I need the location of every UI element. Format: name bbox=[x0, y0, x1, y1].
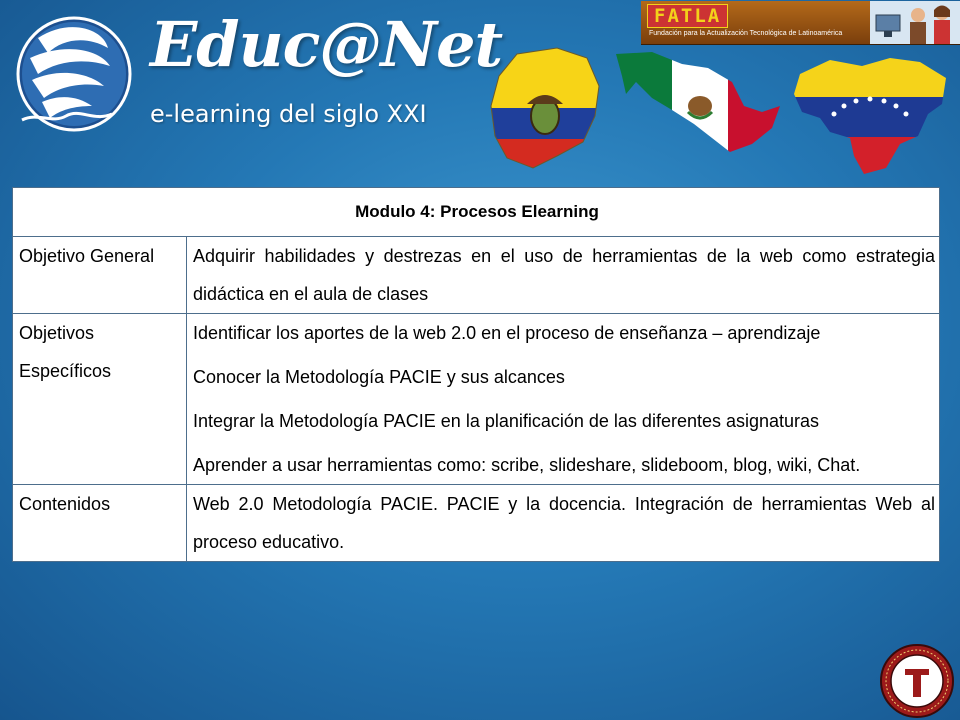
specific-objective-item: Identificar los aportes de la web 2.0 en el proceso de enseñanza – aprendizaje bbox=[193, 323, 821, 343]
row-label-contents: Contenidos bbox=[13, 485, 187, 562]
row-content-general bbox=[187, 237, 940, 314]
specific-objective-item: Integrar la Metodología PACIE en la planificación de las diferentes asignaturas bbox=[193, 411, 820, 431]
table-title: Modulo 4: Procesos Elearning bbox=[13, 188, 940, 237]
contents-text: Web 2.0 Metodología PACIE. PACIE y la docencia. Integración de herramientas Web al proceso educativo. bbox=[193, 494, 935, 552]
venezuela-flag-map-icon bbox=[790, 52, 952, 180]
module-table bbox=[12, 187, 940, 562]
educanet-logo-icon bbox=[8, 8, 136, 136]
table-row bbox=[13, 314, 940, 485]
institute-seal-icon bbox=[879, 643, 955, 719]
table-header-row bbox=[13, 188, 940, 237]
row-label-general: Objetivo General bbox=[13, 237, 187, 314]
people-computers-icon bbox=[870, 1, 960, 44]
ecuador-flag-map-icon bbox=[487, 46, 605, 170]
specific-objective-item: Aprender a usar herramientas como: scribe, slideshare, slideboom, blog, wiki, Chat. bbox=[193, 455, 861, 475]
row-label-specific: Objetivos Específicos bbox=[13, 314, 187, 485]
fatla-logo-text: FATLA bbox=[647, 4, 728, 28]
row-content-specific bbox=[187, 314, 940, 485]
fatla-tagline: Fundación para la Actualización Tecnológica de Latinoamérica bbox=[649, 30, 843, 37]
table-row bbox=[13, 485, 940, 562]
fatla-banner bbox=[641, 1, 960, 45]
row-content-contents bbox=[187, 485, 940, 562]
brand-title: Educ@Net bbox=[150, 8, 503, 81]
brand-subtitle: e-learning del siglo XXI bbox=[150, 100, 427, 128]
table-row bbox=[13, 237, 940, 314]
objective-general-text: Adquirir habilidades y destrezas en el uso de herramientas de la web como estrategia didáctica en el aula de clases bbox=[193, 246, 935, 304]
mexico-flag-map-icon bbox=[612, 48, 784, 156]
specific-objective-item: Conocer la Metodología PACIE y sus alcances bbox=[193, 367, 565, 387]
